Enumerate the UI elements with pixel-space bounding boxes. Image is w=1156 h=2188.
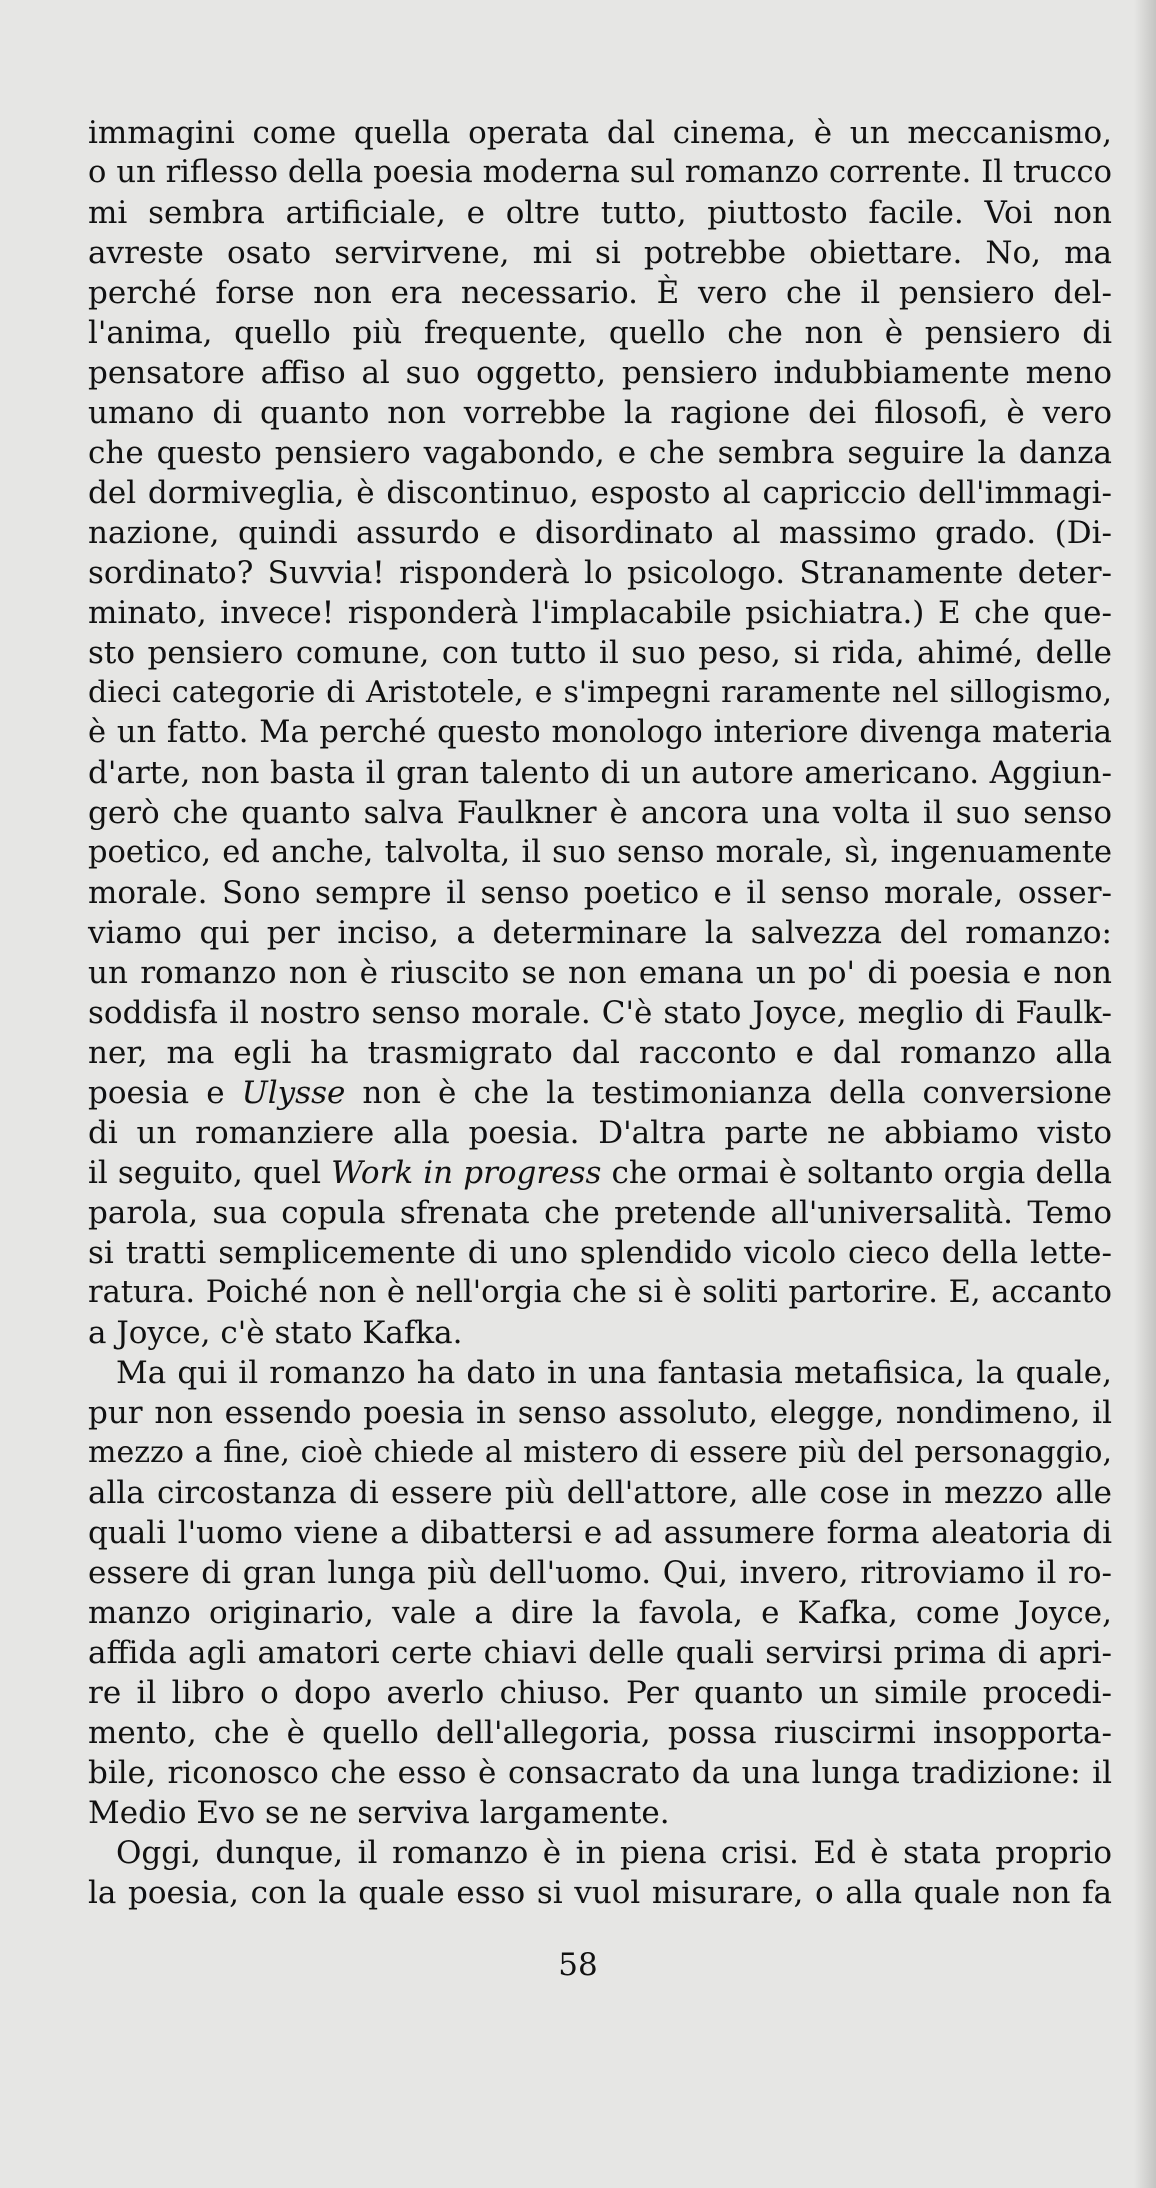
text-line: ratura. Poiché non è nell'orgia che si è soliti partorire. E, accanto (88, 1275, 1112, 1310)
text-line: sto pensiero comune, con tutto il suo peso, si rida, ahimé, delle (88, 635, 1112, 671)
text-line: d'arte, non basta il gran talento di un autore americano. Aggiun- (88, 755, 1112, 791)
text-line: mento, che è quello dell'allegoria, possa riuscirmi insopporta- (88, 1715, 1112, 1751)
text-line: mi sembra artificiale, e oltre tutto, piuttosto facile. Voi non (88, 195, 1112, 231)
italic-title-ulysse: Ulysse (241, 1075, 346, 1111)
text-line: pensatore affiso al suo oggetto, pensiero indubbiamente meno (88, 355, 1112, 391)
text-line: o un riflesso della poesia moderna sul romanzo corrente. Il trucco (88, 155, 1112, 190)
text-line: bile, riconosco che esso è consacrato da una lunga tradizione: il (88, 1755, 1112, 1791)
text-line: del dormiveglia, è discontinuo, esposto al capriccio dell'immagi- (88, 475, 1112, 511)
page-number: 58 (558, 1947, 598, 1983)
text-line: parola, sua copula sfrenata che pretende all'universalità. Temo (88, 1195, 1112, 1231)
text-line: nazione, quindi assurdo e disordinato al massimo grado. (Di- (88, 515, 1112, 551)
text-line: alla circostanza di essere più dell'attore, alle cose in mezzo alle (88, 1475, 1112, 1511)
italic-title-work-in-progress: Work in progress (331, 1155, 602, 1191)
text-line: un romanzo non è riuscito se non emana un po' di poesia e non (88, 955, 1112, 991)
text-line: a Joyce, c'è stato Kafka. (88, 1315, 463, 1351)
text-line: ner, ma egli ha trasmigrato dal racconto e dal romanzo alla (88, 1035, 1112, 1071)
text-line: immagini come quella operata dal cinema, è un meccanismo, (88, 115, 1112, 151)
text-line: re il libro o dopo averlo chiuso. Per quanto un simile procedi- (88, 1675, 1112, 1711)
body-text (88, 113, 1112, 1913)
text-line: avreste osato servirvene, mi si potrebbe obiettare. No, ma (88, 235, 1112, 271)
text-line: gerò che quanto salva Faulkner è ancora una volta il suo senso (88, 795, 1112, 831)
text-line: umano di quanto non vorrebbe la ragione dei filosofi, è vero (88, 395, 1112, 431)
page-edge-shadow (1134, 0, 1156, 2188)
text-line: di un romanziere alla poesia. D'altra parte ne abbiamo visto (88, 1115, 1112, 1151)
text-line: l'anima, quello più frequente, quello che non è pensiero di (88, 315, 1112, 351)
text-line: quali l'uomo viene a dibattersi e ad assumere forma aleatoria di (88, 1515, 1112, 1551)
text-line: la poesia, con la quale esso si vuol misurare, o alla quale non fa (88, 1875, 1112, 1911)
text-line: morale. Sono sempre il senso poetico e il senso morale, osser- (88, 875, 1112, 911)
text-line: perché forse non era necessario. È vero che il pensiero del- (88, 275, 1112, 311)
text-line: pur non essendo poesia in senso assoluto, elegge, nondimeno, il (88, 1395, 1112, 1431)
text-line: viamo qui per inciso, a determinare la salvezza del romanzo: (88, 915, 1112, 951)
text-line: il seguito, quel Work in progress che ormai è soltanto orgia della (88, 1155, 1112, 1191)
paragraph-start-line: Ma qui il romanzo ha dato in una fantasia metafisica, la quale, (116, 1355, 1112, 1391)
text-line: minato, invece! risponderà l'implacabile psichiatra.) E che que- (88, 595, 1112, 631)
text-line: poesia e Ulysse non è che la testimonianza della conversione (88, 1075, 1112, 1111)
paragraph-start-line: Oggi, dunque, il romanzo è in piena crisi. Ed è stata proprio (116, 1835, 1112, 1871)
text-line: che questo pensiero vagabondo, e che sembra seguire la danza (88, 435, 1112, 471)
text-line: Medio Evo se ne serviva largamente. (88, 1795, 670, 1831)
text-line: sordinato? Suvvia! risponderà lo psicologo. Stranamente deter- (88, 555, 1112, 591)
text-line: dieci categorie di Aristotele, e s'impegni raramente nel sillogismo, (88, 675, 1112, 710)
text-line: poetico, ed anche, talvolta, il suo senso morale, sì, ingenuamente (88, 835, 1112, 870)
text-line: soddisfa il nostro senso morale. C'è stato Joyce, meglio di Faulk- (88, 995, 1112, 1031)
text-line: essere di gran lunga più dell'uomo. Qui, invero, ritroviamo il ro- (88, 1555, 1112, 1591)
text-line: è un fatto. Ma perché questo monologo interiore divenga materia (88, 715, 1112, 750)
text-line: manzo originario, vale a dire la favola, e Kafka, come Joyce, (88, 1595, 1112, 1631)
text-line: si tratti semplicemente di uno splendido vicolo cieco della lette- (88, 1235, 1112, 1271)
text-line: mezzo a fine, cioè chiede al mistero di essere più del personaggio, (88, 1435, 1112, 1470)
text-line: affida agli amatori certe chiavi delle quali servirsi prima di apri- (88, 1635, 1112, 1671)
